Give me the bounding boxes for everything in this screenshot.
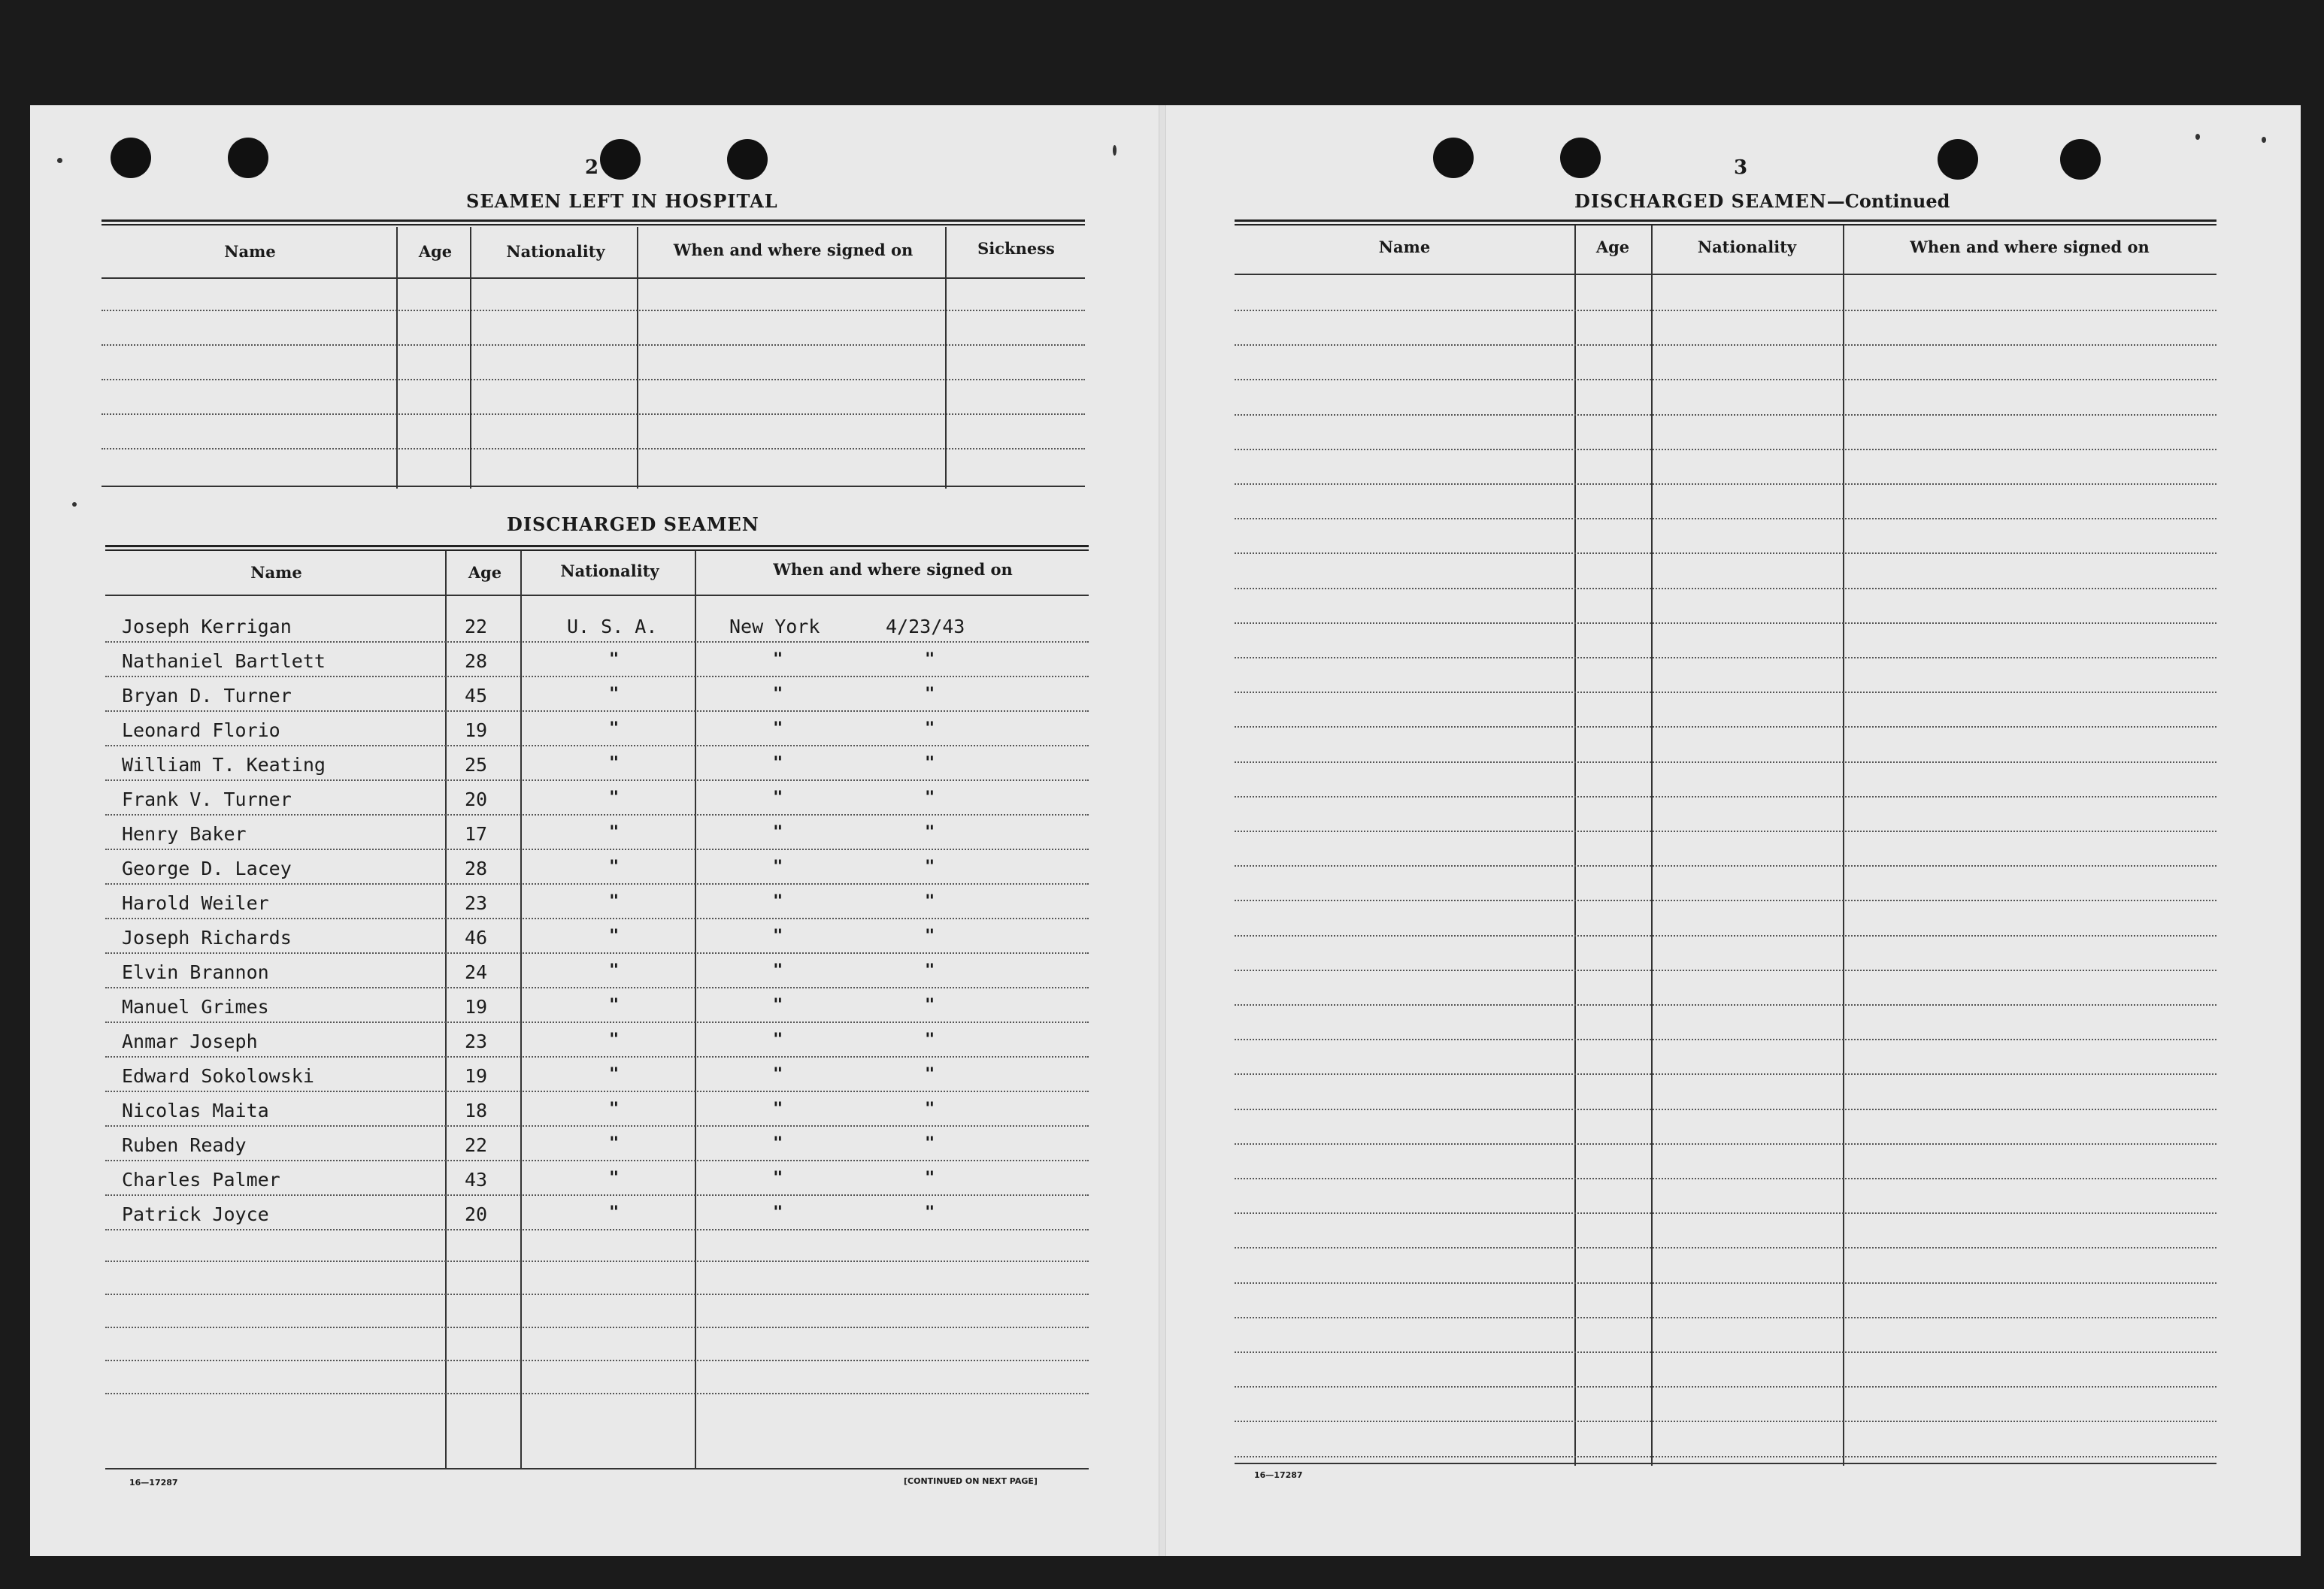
table-top-rule	[102, 219, 1085, 225]
row-rule	[105, 814, 1089, 816]
seaman-nationality: "	[609, 719, 620, 738]
seaman-age: 19	[465, 719, 488, 741]
seaman-nationality: "	[609, 1031, 620, 1049]
bottom-rule	[102, 486, 1085, 487]
column-divider	[637, 227, 638, 489]
header-nationality: Nationality	[1697, 238, 1797, 256]
row-rule	[105, 1091, 1089, 1092]
header-age: Age	[1595, 238, 1630, 256]
header-signed-on: When and where signed on	[773, 560, 1013, 579]
signed-on-place: "	[773, 1169, 783, 1188]
title-main: DISCHARGED SEAMEN	[1574, 190, 1827, 212]
punch-hole	[1433, 138, 1474, 178]
row-rule	[105, 1056, 1089, 1058]
header-age: Age	[468, 563, 502, 582]
signed-on-place: "	[773, 1203, 783, 1222]
signed-on-date: "	[925, 892, 935, 911]
table-row	[105, 680, 1089, 715]
table-row	[105, 991, 1089, 1026]
seaman-age: 25	[465, 754, 488, 776]
punch-hole	[727, 139, 768, 180]
row-rule	[105, 779, 1089, 781]
row-rule	[1235, 1004, 2216, 1006]
row-rule	[1235, 935, 2216, 937]
row-rule	[1235, 1247, 2216, 1248]
seaman-age: 28	[465, 650, 488, 672]
header-name: Name	[224, 242, 276, 261]
seaman-age: 19	[465, 996, 488, 1018]
punch-hole	[1560, 138, 1601, 178]
scan-speck	[2262, 137, 2266, 143]
seaman-name: Nicolas Maita	[122, 1100, 269, 1121]
signed-on-date: "	[925, 1065, 935, 1084]
table-row	[105, 1199, 1089, 1233]
scan-speck	[57, 158, 62, 163]
row-rule	[105, 1261, 1089, 1262]
row-rule	[105, 883, 1089, 885]
signed-on-date: 4/23/43	[886, 616, 965, 637]
row-rule	[1235, 657, 2216, 658]
signed-on-place: "	[773, 1065, 783, 1084]
seaman-name: Ruben Ready	[122, 1134, 247, 1156]
seaman-age: 18	[465, 1100, 488, 1121]
table-row	[105, 715, 1089, 749]
row-rule	[105, 1327, 1089, 1328]
row-rule	[1235, 1178, 2216, 1179]
seaman-nationality: "	[609, 961, 620, 980]
row-rule	[1235, 1456, 2216, 1457]
seaman-nationality: "	[609, 650, 620, 669]
row-rule	[105, 918, 1089, 919]
seaman-age: 17	[465, 823, 488, 845]
signed-on-place: "	[773, 1031, 783, 1049]
header-rule	[1235, 274, 2216, 275]
discharged-continued-table	[1235, 219, 2216, 1467]
title-suffix: —Continued	[1826, 190, 1950, 212]
continued-note: [CONTINUED ON NEXT PAGE]	[904, 1476, 1038, 1486]
table-row	[105, 922, 1089, 957]
row-rule	[1235, 1039, 2216, 1040]
bottom-rule	[105, 1468, 1089, 1469]
row-rule	[105, 987, 1089, 988]
header-rule	[102, 277, 1085, 279]
table-top-rule	[105, 545, 1089, 551]
row-rule	[1235, 692, 2216, 693]
row-rule	[105, 745, 1089, 746]
row-rule	[105, 641, 1089, 643]
row-rule	[105, 952, 1089, 954]
row-rule	[105, 1125, 1089, 1127]
seaman-nationality: "	[609, 1203, 620, 1222]
seaman-age: 28	[465, 858, 488, 879]
table-top-rule	[1235, 219, 2216, 225]
row-rule	[105, 1393, 1089, 1394]
row-rule	[105, 1194, 1089, 1196]
row-rule	[1235, 865, 2216, 867]
seaman-age: 43	[465, 1169, 488, 1191]
signed-on-place: "	[773, 858, 783, 876]
seaman-nationality: "	[609, 788, 620, 807]
signed-on-place: "	[773, 1134, 783, 1153]
row-rule	[1235, 1317, 2216, 1318]
header-signed-on: When and where signed on	[673, 241, 914, 259]
discharged-continued-title	[1574, 190, 1950, 212]
signed-on-place: "	[773, 650, 783, 669]
seaman-age: 20	[465, 1203, 488, 1225]
row-rule	[1235, 1073, 2216, 1075]
table-row	[105, 749, 1089, 784]
table-row	[105, 1164, 1089, 1199]
seaman-name: William T. Keating	[122, 754, 326, 776]
punch-hole	[111, 138, 151, 178]
seaman-name: Leonard Florio	[122, 719, 280, 741]
header-name: Name	[1378, 238, 1431, 256]
signed-on-place: "	[773, 996, 783, 1015]
signed-on-date: "	[925, 823, 935, 842]
row-rule	[102, 344, 1085, 346]
row-rule	[1235, 552, 2216, 554]
column-divider	[945, 227, 947, 489]
header-sickness: Sickness	[977, 239, 1055, 258]
punch-hole	[228, 138, 268, 178]
signed-on-place: "	[773, 685, 783, 704]
row-rule	[105, 710, 1089, 712]
seaman-nationality: U. S. A.	[567, 616, 658, 637]
seaman-name: Anmar Joseph	[122, 1031, 258, 1052]
row-rule	[1235, 796, 2216, 798]
seaman-age: 20	[465, 788, 488, 810]
header-rule	[105, 595, 1089, 596]
row-rule	[1235, 1421, 2216, 1422]
table-row	[105, 1026, 1089, 1061]
header-nationality: Nationality	[506, 242, 605, 261]
header-nationality: Nationality	[560, 561, 659, 580]
scan-speck	[72, 502, 77, 507]
bottom-rule	[1235, 1463, 2216, 1464]
table-row	[105, 646, 1089, 680]
seaman-nationality: "	[609, 1065, 620, 1084]
signed-on-date: "	[925, 996, 935, 1015]
seaman-nationality: "	[609, 823, 620, 842]
row-rule	[1235, 622, 2216, 624]
row-rule	[1235, 970, 2216, 971]
row-rule	[1235, 1351, 2216, 1353]
signed-on-date: "	[925, 719, 935, 738]
row-rule	[1235, 483, 2216, 485]
column-divider	[1574, 225, 1576, 1466]
row-rule	[1235, 379, 2216, 380]
signed-on-date: "	[925, 685, 935, 704]
table-row	[105, 1130, 1089, 1164]
table-row	[105, 957, 1089, 991]
signed-on-date: "	[925, 1203, 935, 1222]
seaman-name: Joseph Richards	[122, 927, 292, 949]
column-divider	[396, 227, 398, 489]
table-row	[105, 1095, 1089, 1130]
row-rule	[102, 413, 1085, 415]
signed-on-date: "	[925, 858, 935, 876]
row-rule	[105, 1229, 1089, 1230]
row-rule	[105, 849, 1089, 850]
seaman-name: Harold Weiler	[122, 892, 269, 914]
seaman-nationality: "	[609, 1134, 620, 1153]
row-rule	[1235, 1386, 2216, 1388]
seaman-nationality: "	[609, 685, 620, 704]
header-signed-on: When and where signed on	[1910, 238, 2150, 256]
table-row	[105, 888, 1089, 922]
page-gutter	[1159, 105, 1166, 1556]
row-rule	[1235, 1109, 2216, 1110]
seaman-nationality: "	[609, 1100, 620, 1118]
row-rule	[105, 1021, 1089, 1023]
seaman-age: 22	[465, 1134, 488, 1156]
row-rule	[1235, 310, 2216, 311]
signed-on-date: "	[925, 961, 935, 980]
row-rule	[1235, 588, 2216, 589]
row-rule	[102, 379, 1085, 380]
seaman-nationality: "	[609, 892, 620, 911]
seaman-nationality: "	[609, 927, 620, 946]
column-divider	[470, 227, 471, 489]
column-divider	[1843, 225, 1844, 1466]
signed-on-place: "	[773, 719, 783, 738]
column-divider	[1651, 225, 1653, 1466]
row-rule	[1235, 1282, 2216, 1284]
punch-hole	[1938, 139, 1978, 180]
page-number: 3	[1734, 156, 1748, 179]
row-rule	[1235, 344, 2216, 346]
signed-on-place: "	[773, 927, 783, 946]
signed-on-date: "	[925, 927, 935, 946]
signed-on-place: "	[773, 823, 783, 842]
row-rule	[105, 1294, 1089, 1295]
form-number: 16—17287	[129, 1478, 178, 1488]
signed-on-date: "	[925, 1169, 935, 1188]
seaman-age: 23	[465, 892, 488, 914]
row-rule	[1235, 449, 2216, 450]
row-rule	[105, 1160, 1089, 1161]
discharged-section-title: DISCHARGED SEAMEN	[507, 513, 759, 535]
table-row	[105, 819, 1089, 853]
signed-on-date: "	[925, 1134, 935, 1153]
form-number: 16—17287	[1254, 1470, 1303, 1480]
seaman-nationality: "	[609, 996, 620, 1015]
seaman-name: Manuel Grimes	[122, 996, 269, 1018]
signed-on-place: "	[773, 961, 783, 980]
header-age: Age	[418, 242, 453, 261]
seaman-name: Elvin Brannon	[122, 961, 269, 983]
row-rule	[1235, 726, 2216, 728]
signed-on-date: "	[925, 650, 935, 669]
signed-on-date: "	[925, 1100, 935, 1118]
seaman-nationality: "	[609, 1169, 620, 1188]
scan-speck	[2195, 134, 2200, 140]
seaman-nationality: "	[609, 754, 620, 773]
seaman-age: 19	[465, 1065, 488, 1087]
scan-speck	[1113, 145, 1117, 156]
hospital-section-title: SEAMEN LEFT IN HOSPITAL	[466, 190, 778, 212]
row-rule	[1235, 1212, 2216, 1214]
row-rule	[1235, 518, 2216, 519]
row-rule	[1235, 414, 2216, 416]
discharged-table	[105, 545, 1089, 1471]
seaman-age: 24	[465, 961, 488, 983]
row-rule	[102, 310, 1085, 311]
table-row	[105, 853, 1089, 888]
row-rule	[1235, 831, 2216, 832]
signed-on-place: "	[773, 754, 783, 773]
punch-hole	[2060, 139, 2101, 180]
row-rule	[1235, 900, 2216, 901]
seaman-name: Edward Sokolowski	[122, 1065, 314, 1087]
seaman-name: Henry Baker	[122, 823, 247, 845]
seaman-name: Charles Palmer	[122, 1169, 280, 1191]
seaman-name: Patrick Joyce	[122, 1203, 269, 1225]
seaman-age: 46	[465, 927, 488, 949]
seaman-name: Bryan D. Turner	[122, 685, 292, 707]
page-number: 2	[585, 156, 599, 179]
row-rule	[1235, 761, 2216, 763]
row-rule	[105, 676, 1089, 677]
table-row	[105, 611, 1089, 646]
row-rule	[1235, 1143, 2216, 1145]
punch-hole	[600, 139, 641, 180]
signed-on-date: "	[925, 754, 935, 773]
table-row	[105, 1061, 1089, 1095]
row-rule	[105, 1360, 1089, 1361]
signed-on-date: "	[925, 788, 935, 807]
signed-on-place: New York	[729, 616, 820, 637]
seaman-name: Nathaniel Bartlett	[122, 650, 326, 672]
signed-on-place: "	[773, 892, 783, 911]
table-row	[105, 784, 1089, 819]
seaman-name: Joseph Kerrigan	[122, 616, 292, 637]
header-name: Name	[250, 563, 302, 582]
seaman-age: 23	[465, 1031, 488, 1052]
seaman-nationality: "	[609, 858, 620, 876]
hospital-table	[102, 219, 1085, 490]
seaman-name: Frank V. Turner	[122, 788, 292, 810]
seaman-age: 22	[465, 616, 488, 637]
signed-on-place: "	[773, 788, 783, 807]
seaman-age: 45	[465, 685, 488, 707]
signed-on-place: "	[773, 1100, 783, 1118]
row-rule	[102, 448, 1085, 449]
signed-on-date: "	[925, 1031, 935, 1049]
seaman-name: George D. Lacey	[122, 858, 292, 879]
